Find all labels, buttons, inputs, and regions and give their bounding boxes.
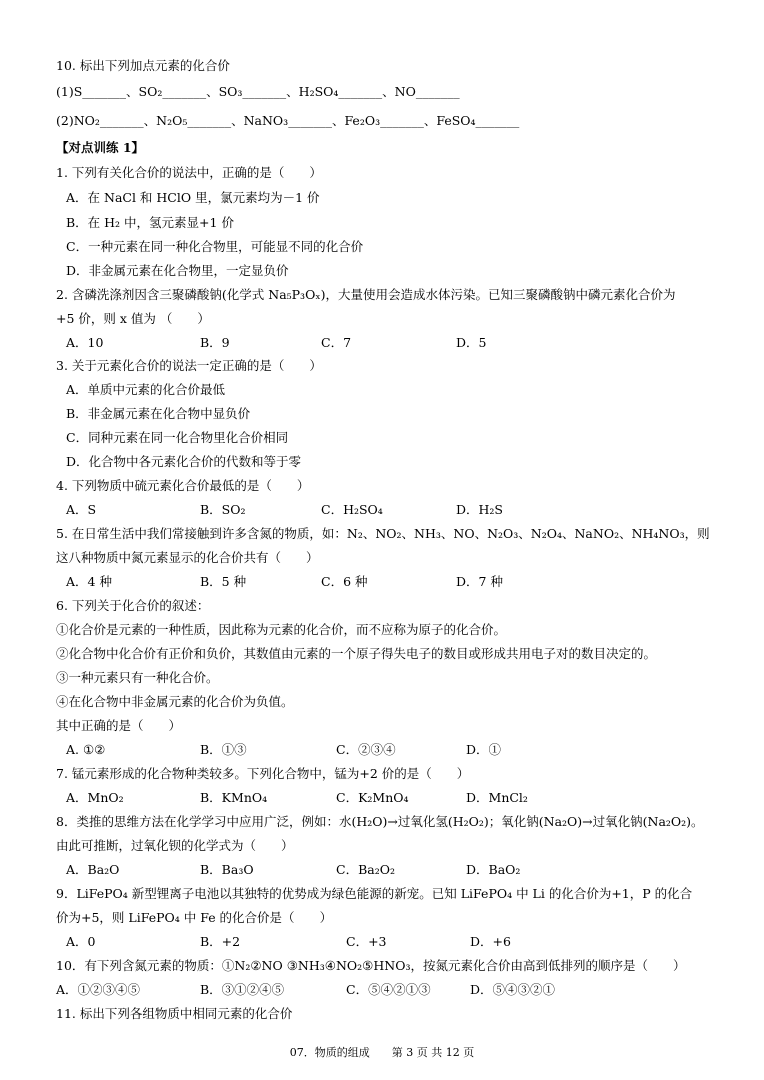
q6-stem: 6. 下列关于化合价的叙述： (56, 598, 210, 613)
q9-stem-line2: 价为+5，则 LiFePO₄ 中 Fe 的化合价是（ ） (56, 910, 333, 925)
q6-prompt: 其中正确的是（ ） (56, 718, 182, 733)
q4-stem: 4. 下列物质中硫元素化合价最低的是（ ） (56, 478, 310, 493)
q8-stem-line1: 8．类推的思维方法在化学学习中应用广泛，例如：水(H₂O)→过氧化氢(H₂O₂)；氧化钠(Na₂O)→过氧化钠(Na₂O₂)。 (56, 814, 704, 829)
q4-option-c: C．H₂SO₄ (321, 502, 383, 517)
q6-statement-2: ②化合物中化合价有正价和负价，其数值由元素的一个原子得失电子的数目或形成共用电子对的数目决定的。 (56, 646, 657, 661)
q3-stem: 3. 关于元素化合价的说法一定正确的是（ ） (56, 358, 322, 373)
q2-option-b: B．9 (200, 335, 230, 350)
q4-option-a: A．S (66, 502, 97, 517)
q1-option-a: A．在 NaCl 和 HClO 里，氯元素均为－1 价 (66, 190, 320, 205)
section-heading: 【对点训练 1】 (56, 140, 145, 155)
q7-option-c: C．K₂MnO₄ (336, 790, 409, 805)
q6-statement-1: ①化合价是元素的一种性质，因此称为元素的化合价，而不应称为原子的化合价。 (56, 622, 507, 637)
q7-option-b: B．KMnO₄ (200, 790, 268, 805)
q10-title: 10. 标出下列加点元素的化合价 (56, 58, 230, 73)
q5-option-a: A．4 种 (66, 574, 112, 589)
q9-option-b: B．+2 (200, 934, 241, 949)
q1-option-d: D．非金属元素在化合物里，一定显负价 (66, 263, 289, 278)
q9-option-a: A．0 (66, 934, 96, 949)
q2-option-d: D．5 (456, 335, 487, 350)
q10b-option-b: B．③①②④⑤ (200, 982, 285, 997)
q8-option-c: C．Ba₂O₂ (336, 862, 395, 877)
q8-stem-line2: 由此可推断，过氧化钡的化学式为（ ） (56, 838, 294, 853)
q9-option-d: D．+6 (470, 934, 511, 949)
q5-option-c: C．6 种 (321, 574, 368, 589)
q10-part1: (1)S_______、SO₂_______、SO₃_______、H₂SO₄_______、NO_______ (56, 84, 460, 99)
q4-option-b: B．SO₂ (200, 502, 246, 517)
q3-option-b: B．非金属元素在化合物中显负价 (66, 406, 251, 421)
q3-option-c: C．同种元素在同一化合物里化合价相同 (66, 430, 289, 445)
q1-option-b: B．在 H₂ 中，氢元素显+1 价 (66, 215, 234, 230)
q8-option-a: A．Ba₂O (66, 862, 120, 877)
q10b-stem: 10．有下列含氮元素的物质：①N₂②NO ③NH₃④NO₂⑤HNO₃，按氮元素化合价由高到低排列的顺序是（ ） (56, 958, 686, 973)
q3-option-a: A．单质中元素的化合价最低 (66, 382, 226, 397)
q4-option-d: D．H₂S (456, 502, 503, 517)
q5-stem-line1: 5. 在日常生活中我们常接触到许多含氮的物质，如：N₂、NO₂、NH₃、NO、N₂O₃、N₂O₄、NaNO₂、NH₄NO₃，则 (56, 526, 710, 541)
q5-stem-line2: 这八种物质中氮元素显示的化合价共有（ ） (56, 550, 319, 565)
q6-option-d: D．① (466, 742, 502, 757)
q7-option-a: A．MnO₂ (66, 790, 124, 805)
q6-option-a: A. ①② (66, 742, 106, 757)
q9-stem-line1: 9．LiFePO₄ 新型锂离子电池以其独特的优势成为绿色能源的新宠。已知 LiFePO₄ 中 Li 的化合价为+1，P 的化合 (56, 886, 693, 901)
q8-option-d: D．BaO₂ (466, 862, 521, 877)
q10b-option-a: A．①②③④⑤ (56, 982, 141, 997)
q3-option-d: D．化合物中各元素化合价的代数和等于零 (66, 454, 302, 469)
q2-option-c: C．7 (321, 335, 352, 350)
q5-option-b: B．5 种 (200, 574, 247, 589)
q6-statement-4: ④在化合物中非金属元素的化合价为负值。 (56, 694, 294, 709)
q1-stem: 1. 下列有关化合价的说法中，正确的是（ ） (56, 165, 322, 180)
q11-stem: 11. 标出下列各组物质中相同元素的化合价 (56, 1006, 293, 1021)
q6-option-c: C．②③④ (336, 742, 396, 757)
q2-stem-line2: +5 价，则 x 值为 （ ） (56, 311, 210, 326)
q2-stem-line1: 2. 含磷洗涤剂因含三聚磷酸钠(化学式 Na₅P₃Oₓ)，大量使用会造成水体污染。已知三聚磷酸钠中磷元素化合价为 (56, 287, 676, 302)
q9-option-c: C．+3 (346, 934, 387, 949)
q10b-option-d: D．⑤④③②① (470, 982, 556, 997)
page-footer: 07．物质的组成 第 3 页 共 12 页 (289, 1046, 475, 1059)
q1-option-c: C．一种元素在同一种化合物里，可能显不同的化合价 (66, 239, 364, 254)
q6-option-b: B．①③ (200, 742, 247, 757)
q7-option-d: D．MnCl₂ (466, 790, 528, 805)
q7-stem: 7. 锰元素形成的化合物种类较多。下列化合物中，锰为+2 价的是（ ） (56, 766, 470, 781)
q6-statement-3: ③一种元素只有一种化合价。 (56, 670, 219, 685)
q10-part2: (2)NO₂_______、N₂O₅_______、NaNO₃_______、Fe₂O₃_______、FeSO₄_______ (56, 113, 520, 128)
q8-option-b: B．Ba₃O (200, 862, 254, 877)
q10b-option-c: C．⑤④②①③ (346, 982, 431, 997)
q5-option-d: D．7 种 (456, 574, 503, 589)
q2-option-a: A．10 (66, 335, 104, 350)
